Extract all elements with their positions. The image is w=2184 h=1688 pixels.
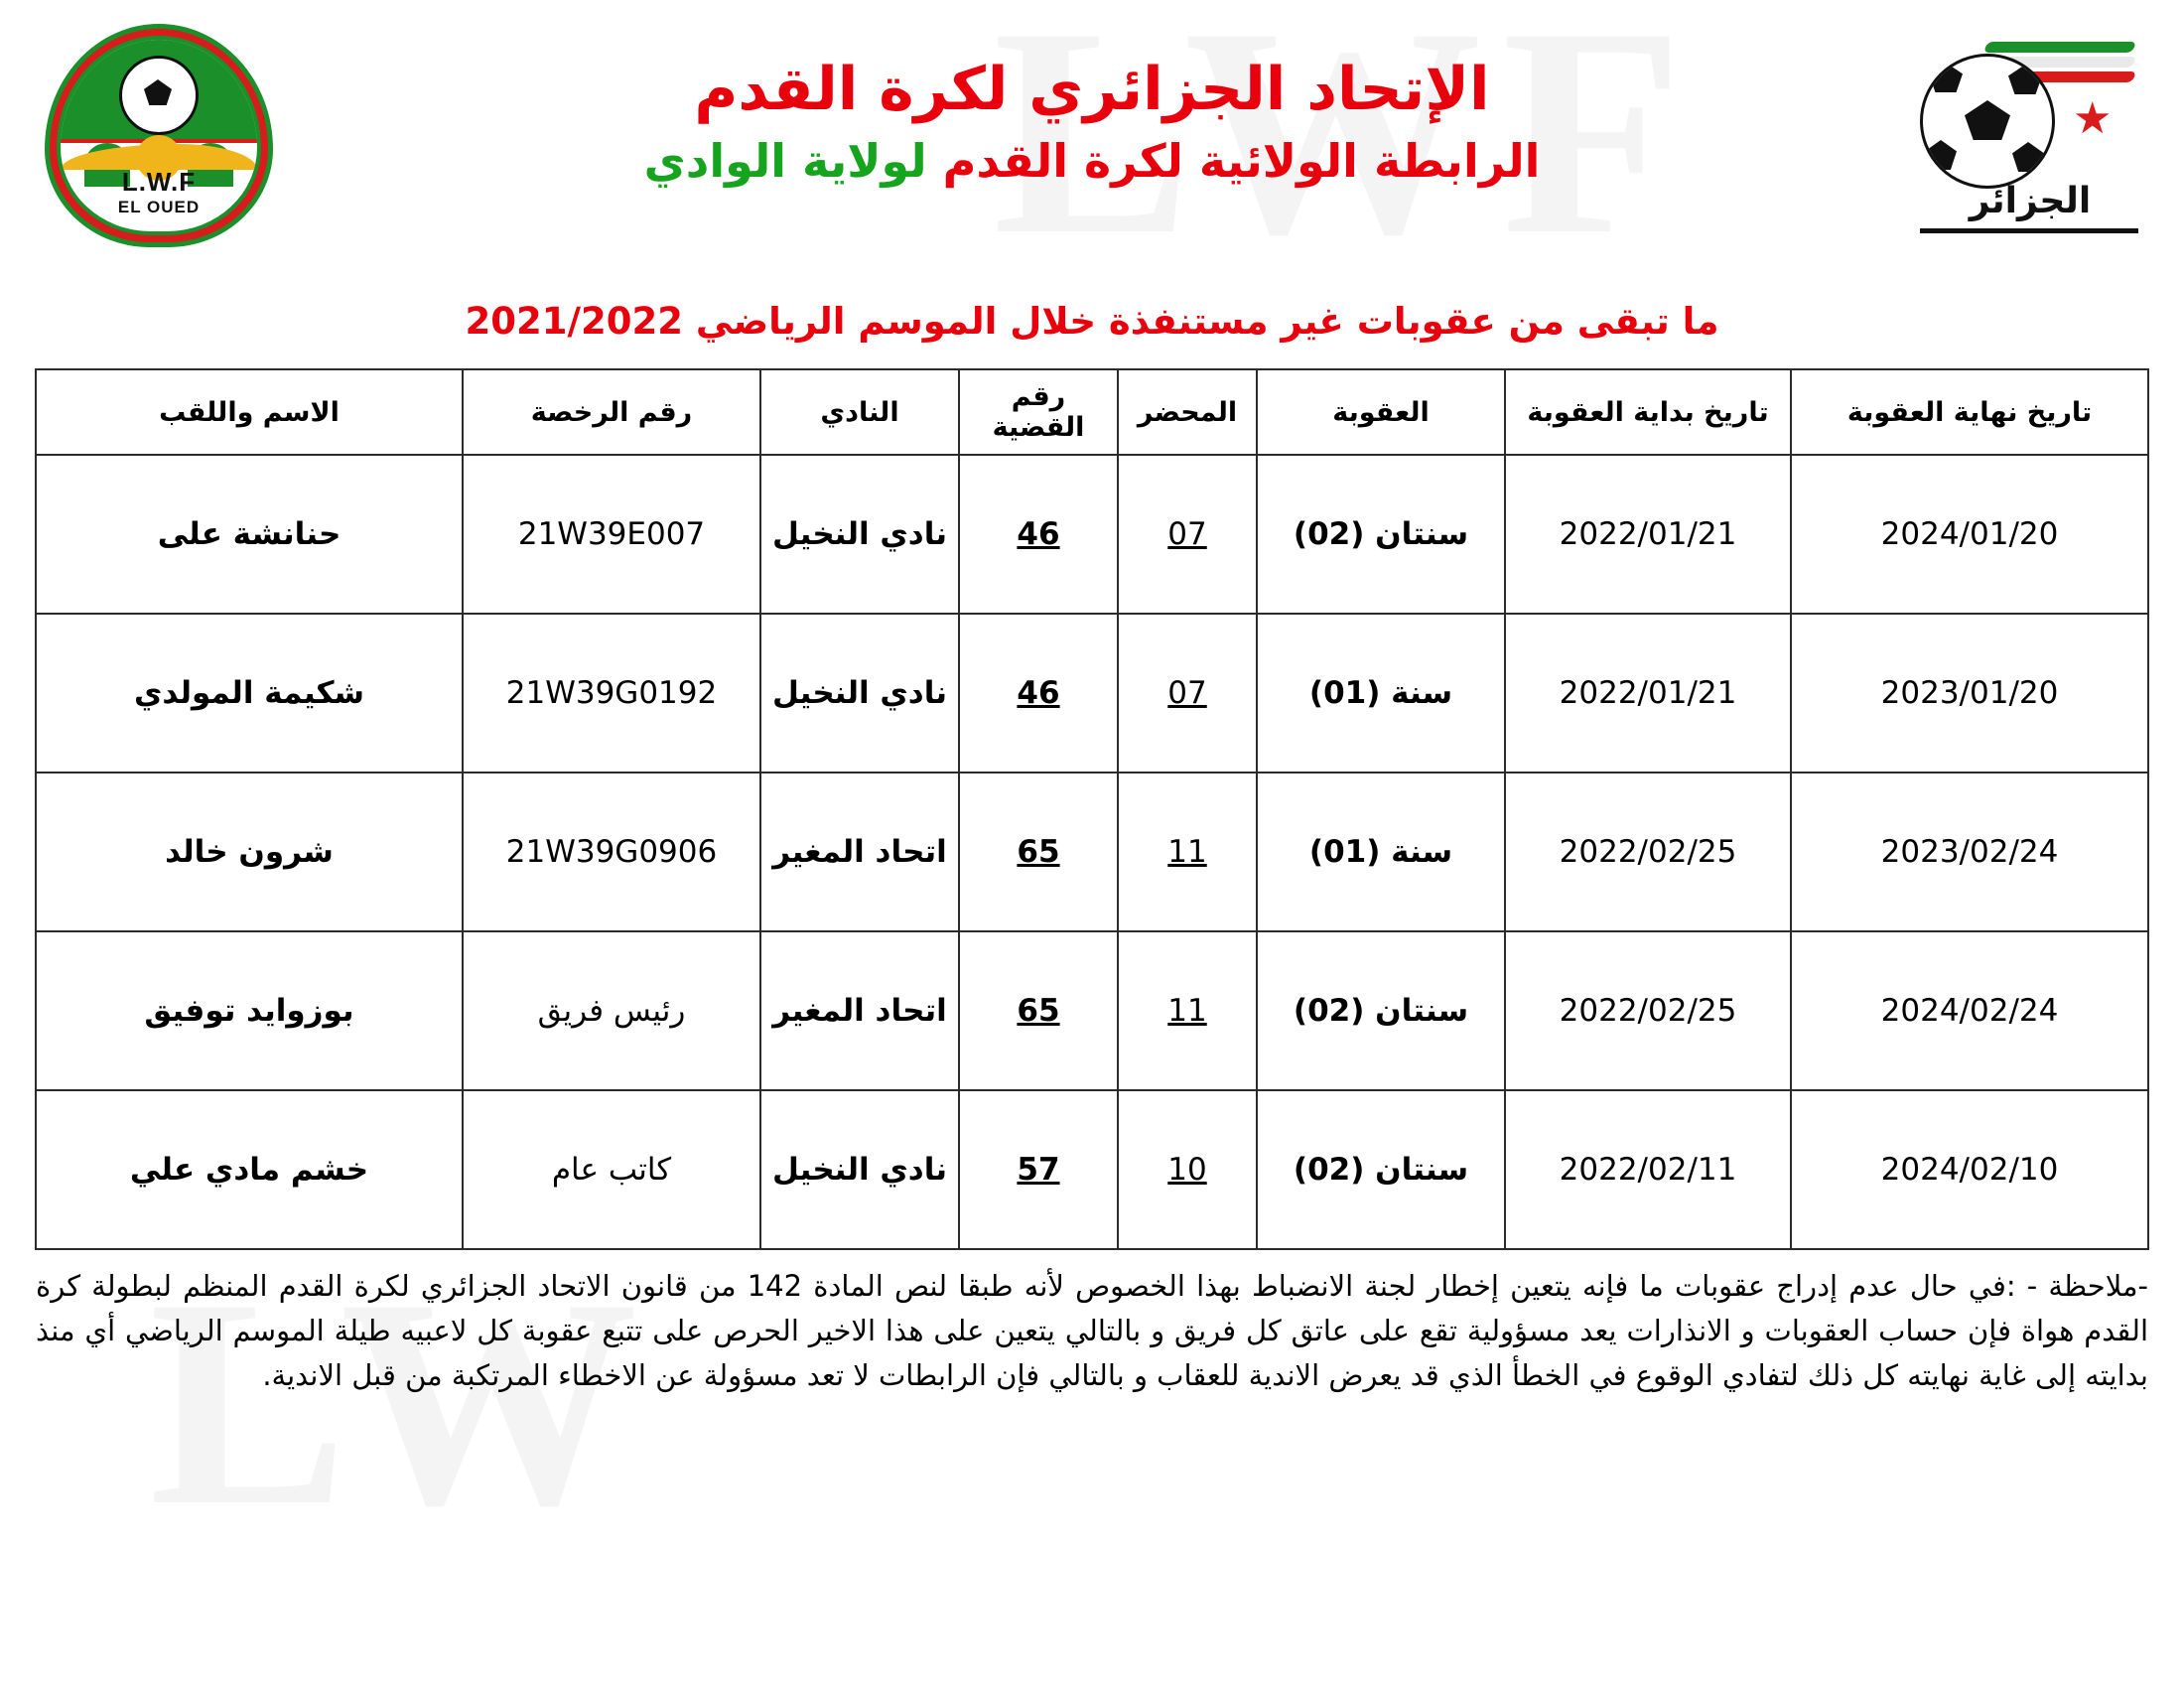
cell-sanction: سنة (01): [1257, 773, 1505, 931]
footer-note: -ملاحظة - :في حال عدم إدراج عقوبات ما فإنه يتعين إخطار لجنة الانضباط بهذا الخصوص لأنه طبقا لنص المادة 142 من قانون الاتحاد الجزائري لكرة القدم المنظم لبطولة كرة القدم هواة فإن حساب العقوبات و الانذارات يعد مسؤولية تقع على عاتق كل فريق و بالتالي يتعين على هذا الاخير الحرص على تتبع عقوبة كل لاعبيه طيلة الموسم الرياضي أي منذ بدايته إلى غاية نهايته كل ذلك لتفادي الوقوع في الخطأ الذي قد يعرض الاندية للعقاب و بالتالي فإن الرابطات لا تعد مسؤولة عن الاخطاء المرتكبة من قبل الاندية.: [36, 1269, 2148, 1392]
table-row: [36, 455, 2148, 614]
cell-report: 10: [1118, 1090, 1257, 1249]
logo-underline: [1920, 228, 2138, 233]
table-row: [36, 614, 2148, 773]
table-row: [36, 931, 2148, 1090]
column-header-report: المحضر: [1118, 369, 1257, 455]
cell-start-date: 2022/01/21: [1505, 614, 1791, 773]
column-header-club: النادي: [760, 369, 959, 455]
cell-end-date: 2024/02/10: [1791, 1090, 2148, 1249]
lwf-soccer-ball-icon: [119, 56, 199, 135]
cell-start-date: 2022/01/21: [1505, 455, 1791, 614]
cell-report: 11: [1118, 773, 1257, 931]
federation-logo-container: [1896, 18, 2154, 232]
league-title-red: الرابطة الولائية لكرة القدم: [942, 134, 1541, 188]
cell-case: 65: [959, 931, 1118, 1090]
star-icon: ★: [2073, 94, 2113, 143]
cell-license: كاتب عام: [463, 1090, 760, 1249]
lwf-el-oued-logo-icon: [45, 24, 273, 247]
cell-club: نادي النخيل: [760, 614, 959, 773]
cell-club: اتحاد المغير: [760, 931, 959, 1090]
cell-name: خشم مادي علي: [36, 1090, 463, 1249]
cell-report: 07: [1118, 614, 1257, 773]
cell-case: 65: [959, 773, 1118, 931]
cell-report: 07: [1118, 455, 1257, 614]
federation-title: الإتحاد الجزائري لكرة القدم: [694, 55, 1490, 124]
cell-club: نادي النخيل: [760, 455, 959, 614]
header-title-block: [288, 18, 1896, 189]
cell-license: 21W39G0192: [463, 614, 760, 773]
cell-start-date: 2022/02/11: [1505, 1090, 1791, 1249]
table-row: [36, 1090, 2148, 1249]
lwf-logo-text: [61, 167, 257, 217]
table-row: [36, 773, 2148, 931]
lwf-logo-line2: EL OUED: [117, 198, 201, 216]
logo-country-label: الجزائر: [1969, 181, 2092, 221]
cell-end-date: 2023/02/24: [1791, 773, 2148, 931]
cell-sanction: سنتان (02): [1257, 931, 1505, 1090]
table-header-row: [36, 369, 2148, 455]
algerian-federation-logo-icon: [1906, 24, 2144, 232]
column-header-license: رقم الرخصة: [463, 369, 760, 455]
cell-start-date: 2022/02/25: [1505, 773, 1791, 931]
cell-club: اتحاد المغير: [760, 773, 959, 931]
sanctions-table: [35, 368, 2149, 1250]
cell-name: بوزوايد توفيق: [36, 931, 463, 1090]
cell-name: حنانشة على: [36, 455, 463, 614]
column-header-end-date: تاريخ نهاية العقوبة: [1791, 369, 2148, 455]
column-header-sanction: العقوبة: [1257, 369, 1505, 455]
cell-case: 57: [959, 1090, 1118, 1249]
cell-sanction: سنتان (02): [1257, 455, 1505, 614]
league-title: [288, 134, 1896, 189]
page-title: ما تبقى من عقوبات غير مستنفذة خلال الموسم الرياضي 2021/2022: [465, 300, 1719, 343]
cell-sanction: سنة (01): [1257, 614, 1505, 773]
cell-club: نادي النخيل: [760, 1090, 959, 1249]
cell-license: 21W39G0906: [463, 773, 760, 931]
lwf-logo-container: [30, 18, 288, 247]
league-title-green: لولاية الوادي: [643, 134, 927, 188]
cell-start-date: 2022/02/25: [1505, 931, 1791, 1090]
soccer-ball-icon: [1920, 54, 2055, 189]
cell-case: 46: [959, 614, 1118, 773]
cell-license: 21W39E007: [463, 455, 760, 614]
cell-end-date: 2024/01/20: [1791, 455, 2148, 614]
lwf-logo-line1: L.W.F: [121, 167, 197, 197]
column-header-name: الاسم واللقب: [36, 369, 463, 455]
cell-case: 46: [959, 455, 1118, 614]
column-header-start-date: تاريخ بداية العقوبة: [1505, 369, 1791, 455]
cell-report: 11: [1118, 931, 1257, 1090]
document-header: [30, 18, 2154, 266]
cell-end-date: 2023/01/20: [1791, 614, 2148, 773]
column-header-case: رقم القضية: [959, 369, 1118, 455]
cell-name: شكيمة المولدي: [36, 614, 463, 773]
cell-end-date: 2024/02/24: [1791, 931, 2148, 1090]
cell-sanction: سنتان (02): [1257, 1090, 1505, 1249]
cell-license: رئيس فريق: [463, 931, 760, 1090]
cell-name: شرون خالد: [36, 773, 463, 931]
